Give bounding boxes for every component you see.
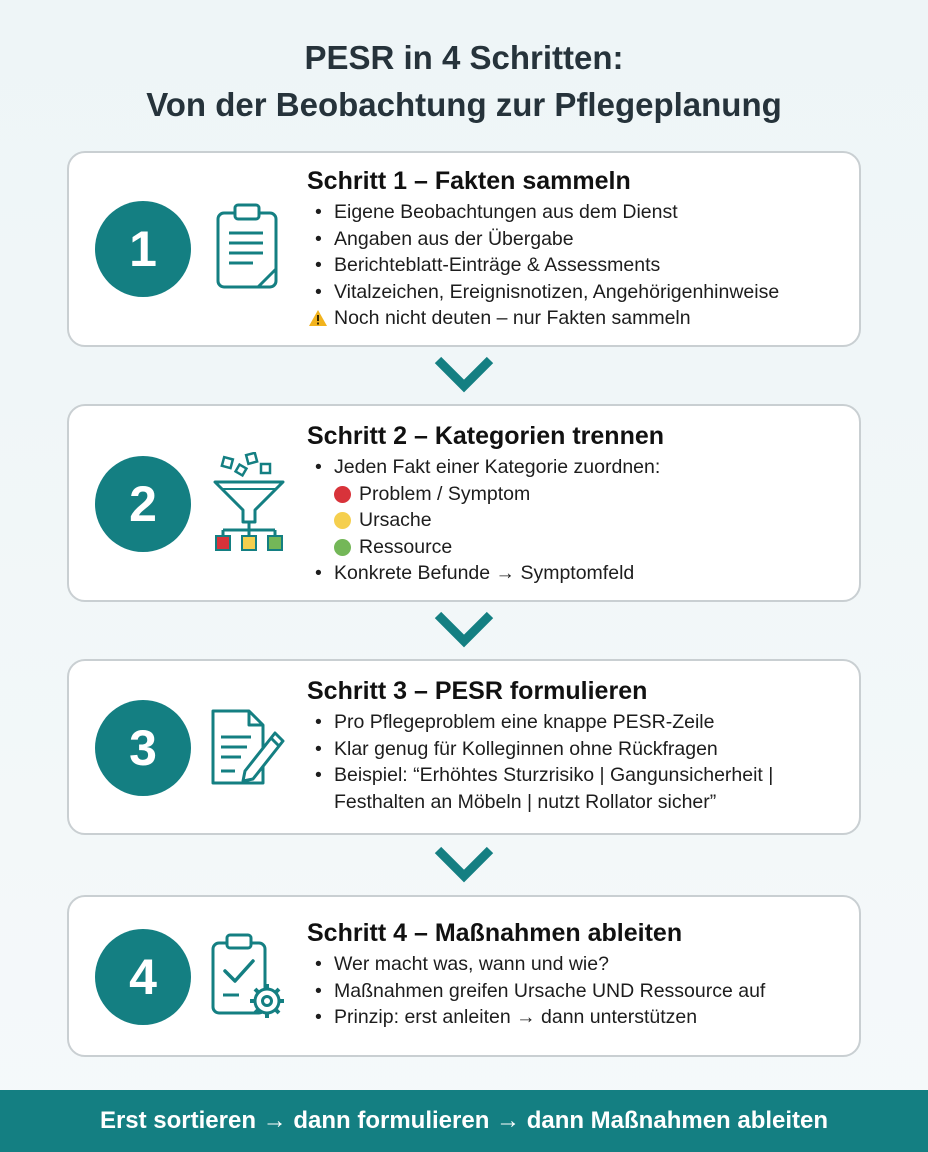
clipboard-icon xyxy=(209,199,289,295)
step-number-badge: 1 xyxy=(95,201,191,297)
list-item-continuation xyxy=(307,789,845,816)
bullet-marker: • xyxy=(315,254,322,276)
title-line-1: PESR in 4 Schritten: xyxy=(304,39,624,76)
step-title: Schritt 4 – Maßnahmen ableiten xyxy=(307,919,683,947)
list-item xyxy=(307,560,845,587)
footer-banner: Erst sortieren → dann formulieren → dann Maßnahmen ableiten xyxy=(0,1090,928,1152)
list-item-text: Festhalten an Möbeln | nutzt Rollator sicher” xyxy=(334,790,717,813)
step-card-3 xyxy=(67,659,861,835)
bullet-marker: • xyxy=(315,201,322,223)
list-item-text: Eigene Beobachtungen aus dem Dienst xyxy=(334,201,678,223)
list-item-text: Jeden Fakt einer Kategorie zuordnen: xyxy=(334,456,661,478)
list-item xyxy=(307,978,845,1005)
category-label: Ressource xyxy=(359,535,453,558)
category-label: Ursache xyxy=(359,509,432,531)
warning-text: Noch nicht deuten – nur Fakten sammeln xyxy=(334,307,691,329)
list-item-text: Wer macht was, wann und wie? xyxy=(334,953,609,975)
yellow-dot-icon xyxy=(334,512,351,529)
list-item xyxy=(307,1004,845,1031)
list-item xyxy=(307,199,845,226)
clipboard-gear-icon xyxy=(209,931,289,1027)
list-item xyxy=(307,951,845,978)
bullet-marker: • xyxy=(315,711,322,733)
list-item xyxy=(307,279,845,306)
list-item-text: Prinzip: erst anleiten → dann unterstützen xyxy=(334,1006,698,1028)
funnel-icon xyxy=(209,452,289,548)
title-line-2: Von der Beobachtung zur Pflegeplanung xyxy=(146,86,782,123)
step-title: Schritt 2 – Kategorien trennen xyxy=(307,422,665,450)
bullet-marker: • xyxy=(315,280,322,303)
step-bullet-list xyxy=(307,709,845,815)
list-item xyxy=(307,226,845,253)
step-content xyxy=(307,420,845,587)
chevron-down-icon xyxy=(432,354,496,394)
step-content xyxy=(307,917,845,1031)
step-bullet-list xyxy=(307,951,845,1031)
list-item-text: Vitalzeichen, Ereignisnotizen, Angehörigenhinweise xyxy=(334,280,780,303)
bullet-marker: • xyxy=(315,1006,322,1028)
bullet-marker: • xyxy=(315,562,322,584)
list-item xyxy=(307,762,845,789)
step-title: Schritt 1 – Fakten sammeln xyxy=(307,167,631,195)
list-item-text: Beispiel: “Erhöhtes Sturzrisiko | Gangunsicherheit | xyxy=(334,764,774,786)
list-item xyxy=(307,709,845,736)
list-item-text: Angaben aus der Übergabe xyxy=(334,227,574,250)
step-card-4 xyxy=(67,895,861,1057)
step-number-badge: 3 xyxy=(95,700,191,796)
bullet-marker: • xyxy=(315,227,322,250)
category-item-problem xyxy=(307,481,845,508)
list-item-text: Klar genug für Kolleginnen ohne Rückfragen xyxy=(334,737,718,760)
list-item-text: Maßnahmen greifen Ursache UND Ressource auf xyxy=(334,979,766,1002)
warning-item xyxy=(307,305,845,332)
list-item-text: Konkrete Befunde → Symptomfeld xyxy=(334,562,635,584)
step-card-2 xyxy=(67,404,861,602)
step-number-badge: 2 xyxy=(95,456,191,552)
bullet-marker: • xyxy=(315,456,322,478)
bullet-marker: • xyxy=(315,953,322,975)
step-bullet-list xyxy=(307,199,845,332)
red-dot-icon xyxy=(334,486,351,503)
warning-icon xyxy=(308,308,328,335)
step-content xyxy=(307,675,845,815)
page-title xyxy=(0,34,928,128)
list-item-text: Pro Pflegeproblem eine knappe PESR-Zeile xyxy=(334,711,715,733)
document-pen-icon xyxy=(209,701,289,797)
bullet-marker: • xyxy=(315,764,322,786)
green-dot-icon xyxy=(334,539,351,556)
list-item xyxy=(307,252,845,279)
list-item xyxy=(307,454,845,481)
category-item-resource xyxy=(307,534,845,561)
bullet-marker: • xyxy=(315,737,322,760)
category-item-cause xyxy=(307,507,845,534)
step-number-badge: 4 xyxy=(95,929,191,1025)
category-label: Problem / Symptom xyxy=(359,482,531,505)
step-card-1 xyxy=(67,151,861,347)
chevron-down-icon xyxy=(432,609,496,649)
list-item xyxy=(307,736,845,763)
step-content xyxy=(307,165,845,332)
chevron-down-icon xyxy=(432,844,496,884)
bullet-marker: • xyxy=(315,979,322,1002)
step-bullet-list xyxy=(307,454,845,587)
list-item-text: Berichteblatt-Einträge & Assessments xyxy=(334,254,661,276)
step-title: Schritt 3 – PESR formulieren xyxy=(307,677,648,705)
